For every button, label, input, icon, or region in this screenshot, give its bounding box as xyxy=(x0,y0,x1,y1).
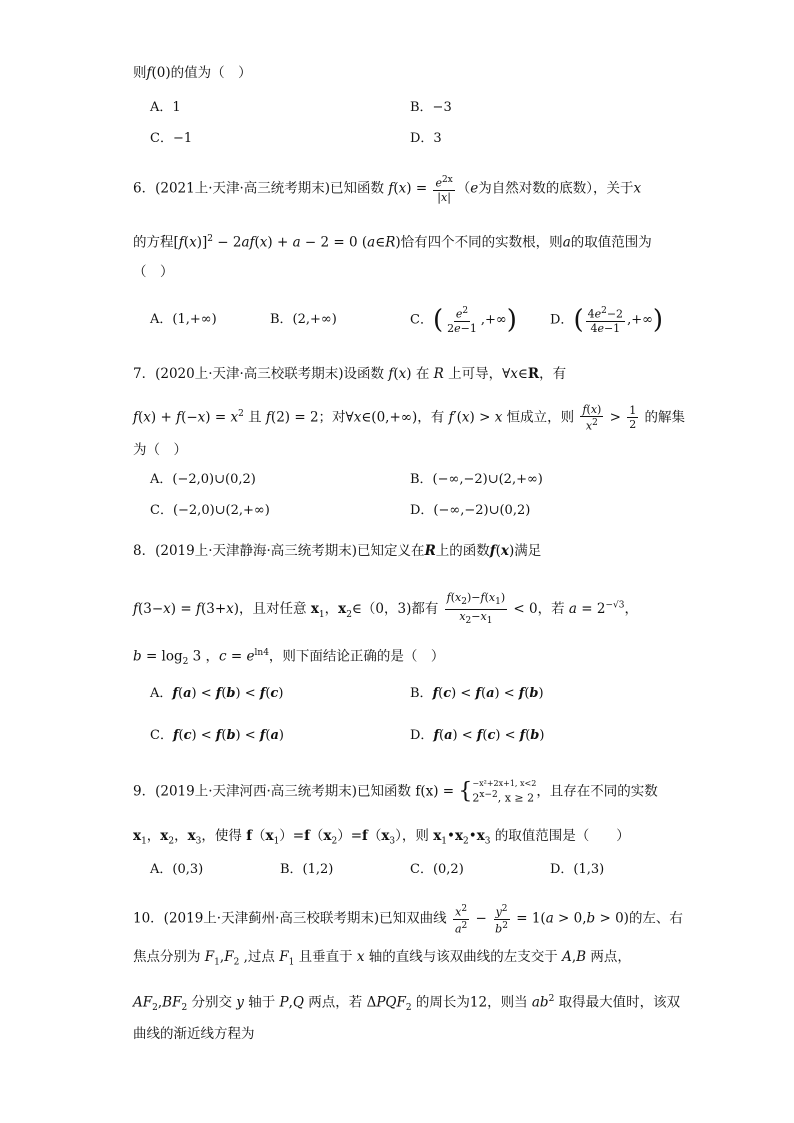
q5-option-c: C．−1 xyxy=(150,131,193,146)
q8-option-b: B．f(c) < f(a) < f(b) xyxy=(410,686,544,701)
q9-option-b: B．(1,2) xyxy=(280,862,334,877)
q10-line3: $AF_2,BF_2$ 分别交 y 轴于 P,Q 两点，若 $\Delta PQF_2$ 的周长为12，则当 $ab^2$ 取得最大值时，该双 xyxy=(133,994,681,1014)
q9-line2: $x_1$，$x_2$，$x_3$，使得 $f(x_1)=f(x_2)=f(x_3)$，则 $x_1•x_2•x_3$ 的取值范围是（ ） xyxy=(133,828,630,847)
q6-option-a: A．(1,+∞) xyxy=(150,312,217,327)
q6-option-b: B．(2,+∞) xyxy=(270,312,337,327)
q9-option-c: C．(0,2) xyxy=(410,862,464,877)
q10-line2: 焦点分别为 $F_1,F_2$ ,过点 $F_1$ 且垂直于 x 轴的直线与该双曲线的左支交于 A,B 两点， xyxy=(133,949,631,968)
q7-line2: $f(x) + f(-x) = x^2$ 且 f(2) = 2；对∀x∈(0,+∞)，有 f′(x) > x 恒成立，则 $\frac{f(x)}{x^2}$ > $\frac{1}{2}$ 的解集 xyxy=(133,403,686,433)
q6-option-c: C．( $\frac{e^2}{2e-1}$ ,+∞) xyxy=(410,304,517,335)
q9-option-d: D．(1,3) xyxy=(550,862,605,877)
q7-option-b: B．(−∞,−2)∪(2,+∞) xyxy=(410,472,543,487)
q8-option-c: C．f(c) < f(b) < f(a) xyxy=(150,728,284,743)
q6-line1: 6．(2021上·天津·高三统考期末)已知函数 f(x) = $\frac{e^{2x}}{|x|}$ （e为自然对数的底数），关于x xyxy=(133,175,642,204)
q6-line3: （ ） xyxy=(133,264,174,280)
q7-line1: 7．(2020上·天津·高三校联考期末)设函数 f(x) 在 R 上可导，∀x∈R，有 xyxy=(133,366,567,382)
q10-line1: 10．(2019上·天津蓟州·高三校联考期末)已知双曲线 $\frac{x^2}{a^2}$ − $\frac{y^2}{b^2}$ = 1(a > 0,b > 0)的左、右 xyxy=(133,904,683,936)
q6-line2: 的方程$[f(x)]^2 - 2af(x) + a - 2 = 0$ (a∈R)恰有四个不同的实数根，则a的取值范围为 xyxy=(133,234,652,251)
q10-line4: 曲线的渐近线方程为 xyxy=(133,1026,255,1042)
q7-line3: 为（ ） xyxy=(133,442,187,458)
q5-option-a: A．1 xyxy=(150,100,181,115)
q6-option-d: D．( $\frac{4e^2-2}{4e-1}$ ,+∞) xyxy=(550,304,664,335)
q7-option-a: A．(−2,0)∪(0,2) xyxy=(150,472,256,487)
q8-option-a: A．f(a) < f(b) < f(c) xyxy=(150,686,284,701)
q5-stem: 则f(0)的值为（ ） xyxy=(133,65,252,81)
q8-line3: $b = \log_2 3$ ，$c = e^{ln4}$，则下面结论正确的是（ ） xyxy=(133,648,445,668)
q8-option-d: D．f(a) < f(c) < f(b) xyxy=(410,728,545,743)
q7-option-c: C．(−2,0)∪(2,+∞) xyxy=(150,503,270,518)
q8-line2: f(3−x) = f(3+x)，且对任意 $x_1$，$x_2\in(0$，3)都有 $\frac{f(x_2)-f(x_1)}{x_2-x_1}$ < 0，若 $a = 2^{-√3}$， xyxy=(133,591,638,627)
q9-line1: 9．(2019上·天津河西·高三统考期末)已知函数 f(x) = { −x²+2x+1, x<2 $2^{x-2}$, x ≥ 2 ，且存在不同的实数 xyxy=(133,778,658,805)
q7-option-d: D．(−∞,−2)∪(0,2) xyxy=(410,503,531,518)
q9-option-a: A．(0,3) xyxy=(150,862,204,877)
q5-option-b: B．−3 xyxy=(410,100,452,115)
q8-line1: 8．(2019上·天津静海·高三统考期末)已知定义在R上的函数f(x)满足 xyxy=(133,543,542,559)
q5-option-d: D．3 xyxy=(410,131,442,146)
